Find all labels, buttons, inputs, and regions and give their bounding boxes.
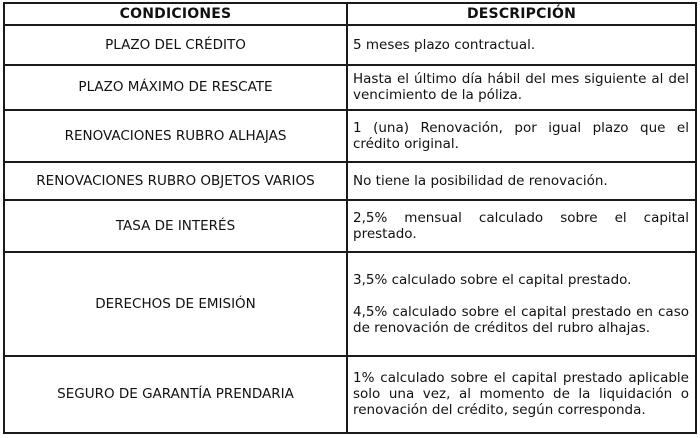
table-row	[4, 25, 696, 65]
table-row	[4, 252, 696, 356]
condition-cell: RENOVACIONES RUBRO ALHAJAS	[4, 110, 347, 162]
description-text: 5 meses plazo contractual.	[353, 36, 536, 53]
conditions-table	[3, 2, 697, 434]
table-row	[4, 356, 696, 433]
description-text: Hasta el último día hábil del mes siguiente al del vencimiento de la póliza.	[353, 71, 689, 104]
condition-cell: DERECHOS DE EMISIÓN	[4, 252, 347, 356]
description-cell	[347, 25, 696, 65]
description-cell	[347, 252, 696, 356]
table-row	[4, 65, 696, 111]
description-text: 1% calculado sobre el capital prestado aplicable solo una vez, al momento de la liquidación o renovación del crédito, según corresponda.	[353, 370, 689, 419]
description-cell	[347, 162, 696, 199]
description-cell	[347, 110, 696, 162]
description-cell	[347, 356, 696, 433]
table-row	[4, 200, 696, 252]
condition-cell: PLAZO MÁXIMO DE RESCATE	[4, 65, 347, 111]
condition-cell: RENOVACIONES RUBRO OBJETOS VARIOS	[4, 162, 347, 199]
description-text: 2,5% mensual calculado sobre el capital prestado.	[353, 209, 689, 242]
condition-cell: PLAZO DEL CRÉDITO	[4, 25, 347, 65]
description-cell	[347, 200, 696, 252]
condition-cell: TASA DE INTERÉS	[4, 200, 347, 252]
condition-cell: SEGURO DE GARANTÍA PRENDARIA	[4, 356, 347, 433]
description-text: 3,5% calculado sobre el capital prestado.	[353, 271, 632, 288]
description-cell	[347, 65, 696, 111]
table-row	[4, 162, 696, 199]
description-text: 4,5% calculado sobre el capital prestado en caso de renovación de créditos del rubro alhajas.	[353, 303, 689, 336]
header-descripcion: DESCRIPCIÓN	[347, 3, 696, 25]
description-text: No tiene la posibilidad de renovación.	[353, 173, 608, 190]
table-row	[4, 110, 696, 162]
header-condiciones: CONDICIONES	[4, 3, 347, 25]
description-text: 1 (una) Renovación, por igual plazo que el crédito original.	[353, 120, 689, 153]
table-header-row	[4, 3, 696, 25]
